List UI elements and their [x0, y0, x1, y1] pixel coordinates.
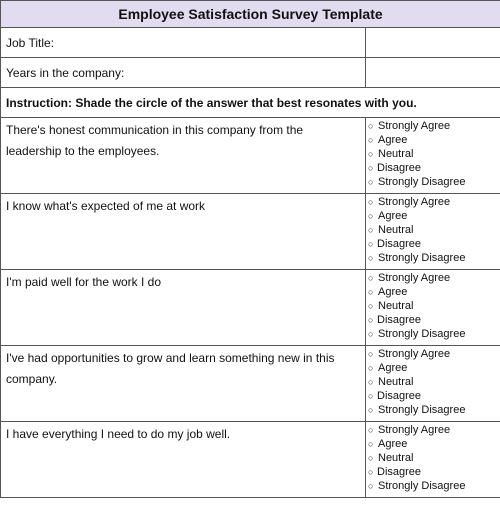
answer-option-label: Strongly Agree	[378, 196, 451, 208]
answer-option-label: Strongly Agree	[378, 120, 451, 132]
radio-circle-icon[interactable]: ○	[368, 163, 374, 173]
question-text: I have everything I need to do my job well.	[1, 422, 366, 498]
answer-option[interactable]	[368, 299, 500, 313]
radio-circle-icon[interactable]: ○	[368, 315, 374, 325]
answer-option[interactable]	[368, 389, 500, 403]
answer-option-label: Neutral	[378, 376, 414, 388]
radio-circle-icon[interactable]: ○	[368, 273, 374, 283]
answer-option-label: Strongly Disagree	[378, 176, 466, 188]
answer-option-label: Strongly Disagree	[378, 480, 466, 492]
answer-option[interactable]	[368, 175, 500, 189]
answer-option-label: Strongly Agree	[378, 272, 451, 284]
years-label: Years in the company:	[1, 58, 366, 88]
question-text: I've had opportunities to grow and learn something new in this company.	[1, 346, 366, 422]
radio-circle-icon[interactable]: ○	[368, 453, 374, 463]
instruction-text: Instruction: Shade the circle of the answer that best resonates with you.	[1, 88, 500, 118]
answer-option[interactable]	[368, 285, 500, 299]
answer-option[interactable]	[368, 465, 500, 479]
radio-circle-icon[interactable]: ○	[368, 287, 374, 297]
radio-circle-icon[interactable]: ○	[368, 405, 374, 415]
title-row	[1, 1, 500, 28]
answer-option-label: Strongly Agree	[378, 424, 451, 436]
answer-option-label: Neutral	[378, 452, 414, 464]
answer-option-label: Strongly Disagree	[378, 252, 466, 264]
answer-option[interactable]	[368, 375, 500, 389]
radio-circle-icon[interactable]: ○	[368, 481, 374, 491]
answer-option[interactable]	[368, 195, 500, 209]
radio-circle-icon[interactable]: ○	[368, 121, 374, 131]
radio-circle-icon[interactable]: ○	[368, 467, 374, 477]
answer-option[interactable]	[368, 209, 500, 223]
answer-option[interactable]	[368, 347, 500, 361]
answer-options	[366, 346, 500, 422]
answer-option[interactable]	[368, 251, 500, 265]
answer-options	[366, 270, 500, 346]
answer-option[interactable]	[368, 147, 500, 161]
answer-option-label: Disagree	[377, 238, 422, 250]
answer-option[interactable]	[368, 451, 500, 465]
radio-circle-icon[interactable]: ○	[368, 349, 374, 359]
question-row	[1, 270, 500, 346]
question-text: There's honest communication in this company from the leadership to the employees.	[1, 118, 366, 194]
answer-option[interactable]	[368, 327, 500, 341]
answer-option-label: Agree	[378, 438, 408, 450]
answer-option[interactable]	[368, 133, 500, 147]
answer-option[interactable]	[368, 119, 500, 133]
answer-option[interactable]	[368, 437, 500, 451]
answer-option-label: Disagree	[377, 466, 422, 478]
radio-circle-icon[interactable]: ○	[368, 391, 374, 401]
answer-options	[366, 422, 500, 498]
radio-circle-icon[interactable]: ○	[368, 135, 374, 145]
question-text: I know what's expected of me at work	[1, 194, 366, 270]
question-row	[1, 194, 500, 270]
answer-option-label: Disagree	[377, 162, 422, 174]
answer-options	[366, 194, 500, 270]
radio-circle-icon[interactable]: ○	[368, 197, 374, 207]
answer-option[interactable]	[368, 479, 500, 493]
answer-option[interactable]	[368, 271, 500, 285]
answer-option-label: Agree	[378, 210, 408, 222]
years-field[interactable]	[366, 58, 500, 88]
answer-option[interactable]	[368, 223, 500, 237]
radio-circle-icon[interactable]: ○	[368, 239, 374, 249]
radio-circle-icon[interactable]: ○	[368, 149, 374, 159]
answer-option-label: Strongly Disagree	[378, 328, 466, 340]
answer-option[interactable]	[368, 161, 500, 175]
radio-circle-icon[interactable]: ○	[368, 225, 374, 235]
answer-options	[366, 118, 500, 194]
question-row	[1, 346, 500, 422]
answer-option[interactable]	[368, 403, 500, 417]
answer-option-label: Neutral	[378, 148, 414, 160]
radio-circle-icon[interactable]: ○	[368, 363, 374, 373]
answer-option-label: Neutral	[378, 224, 414, 236]
answer-option[interactable]	[368, 423, 500, 437]
radio-circle-icon[interactable]: ○	[368, 329, 374, 339]
answer-option[interactable]	[368, 361, 500, 375]
answer-option-label: Agree	[378, 134, 408, 146]
answer-option-label: Neutral	[378, 300, 414, 312]
question-row	[1, 118, 500, 194]
radio-circle-icon[interactable]: ○	[368, 301, 374, 311]
radio-circle-icon[interactable]: ○	[368, 253, 374, 263]
answer-option[interactable]	[368, 313, 500, 327]
field-row-job-title	[1, 28, 500, 58]
answer-option-label: Strongly Disagree	[378, 404, 466, 416]
answer-option-label: Strongly Agree	[378, 348, 451, 360]
field-row-years	[1, 58, 500, 88]
radio-circle-icon[interactable]: ○	[368, 177, 374, 187]
question-row	[1, 422, 500, 498]
answer-option-label: Disagree	[377, 314, 422, 326]
answer-option-label: Disagree	[377, 390, 422, 402]
answer-option-label: Agree	[378, 362, 408, 374]
radio-circle-icon[interactable]: ○	[368, 211, 374, 221]
radio-circle-icon[interactable]: ○	[368, 439, 374, 449]
instruction-row	[1, 88, 500, 118]
job-title-field[interactable]	[366, 28, 500, 58]
radio-circle-icon[interactable]: ○	[368, 425, 374, 435]
question-text: I'm paid well for the work I do	[1, 270, 366, 346]
radio-circle-icon[interactable]: ○	[368, 377, 374, 387]
answer-option[interactable]	[368, 237, 500, 251]
answer-option-label: Agree	[378, 286, 408, 298]
job-title-label: Job Title:	[1, 28, 366, 58]
survey-title: Employee Satisfaction Survey Template	[1, 1, 500, 28]
